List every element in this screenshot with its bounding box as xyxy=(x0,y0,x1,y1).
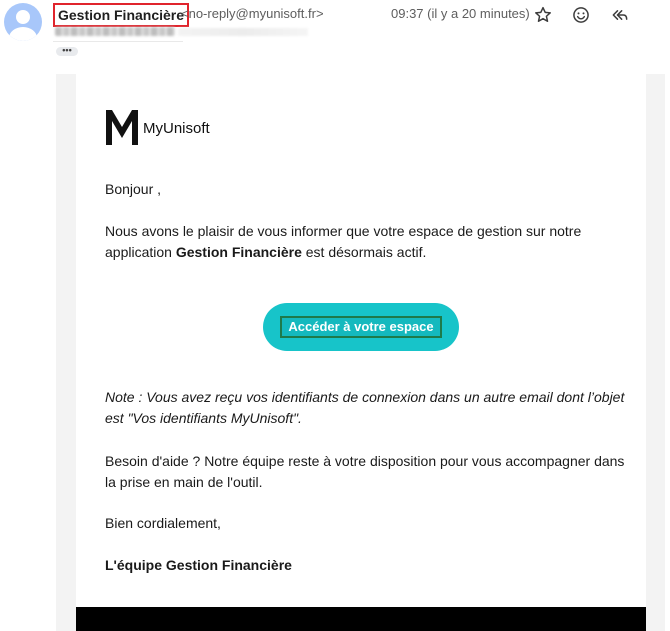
signature-text: L'équipe Gestion Financière xyxy=(105,557,292,573)
sender-name[interactable]: Gestion Financière xyxy=(53,3,189,27)
note-paragraph: Note : Vous avez reçu vos identifiants de connexion dans un autre email dont l’objet est "Vos identifiants MyUnisoft". xyxy=(105,389,625,426)
regards-text: Bien cordialement, xyxy=(105,515,221,531)
sender-email: <no-reply@myunisoft.fr> xyxy=(181,6,324,21)
reply-all-icon xyxy=(610,5,630,25)
email-timestamp: 09:37 (il y a 20 minutes) xyxy=(391,6,530,21)
star-button[interactable] xyxy=(531,3,555,27)
myunisoft-logo-icon xyxy=(105,108,139,146)
help-paragraph: Besoin d'aide ? Notre équipe reste à votre disposition pour vous accompagner dans la prise en main de l'outil. xyxy=(105,453,625,490)
avatar-icon xyxy=(16,10,30,24)
reply-all-button[interactable] xyxy=(608,3,632,27)
header-divider xyxy=(53,41,183,42)
email-footer-bar xyxy=(76,607,646,631)
greeting-text: Bonjour , xyxy=(105,181,162,197)
emoji-icon xyxy=(571,5,591,25)
show-trimmed-content-button[interactable]: ••• xyxy=(56,47,78,56)
recipient-redacted-extra xyxy=(178,28,308,36)
access-space-label: Accéder à votre espace xyxy=(280,316,441,338)
email-content xyxy=(76,74,646,631)
add-reaction-button[interactable] xyxy=(569,3,593,27)
logo-text: MyUnisoft xyxy=(143,120,210,137)
sender-avatar[interactable] xyxy=(4,3,42,41)
app-name: Gestion Financière xyxy=(175,244,302,260)
access-space-button[interactable] xyxy=(263,303,459,351)
recipient-redacted xyxy=(55,27,175,36)
star-icon xyxy=(533,5,553,25)
intro-paragraph: Nous avons le plaisir de vous informer que votre espace de gestion sur notre application Gestion Financière est désormais actif. xyxy=(105,223,582,260)
